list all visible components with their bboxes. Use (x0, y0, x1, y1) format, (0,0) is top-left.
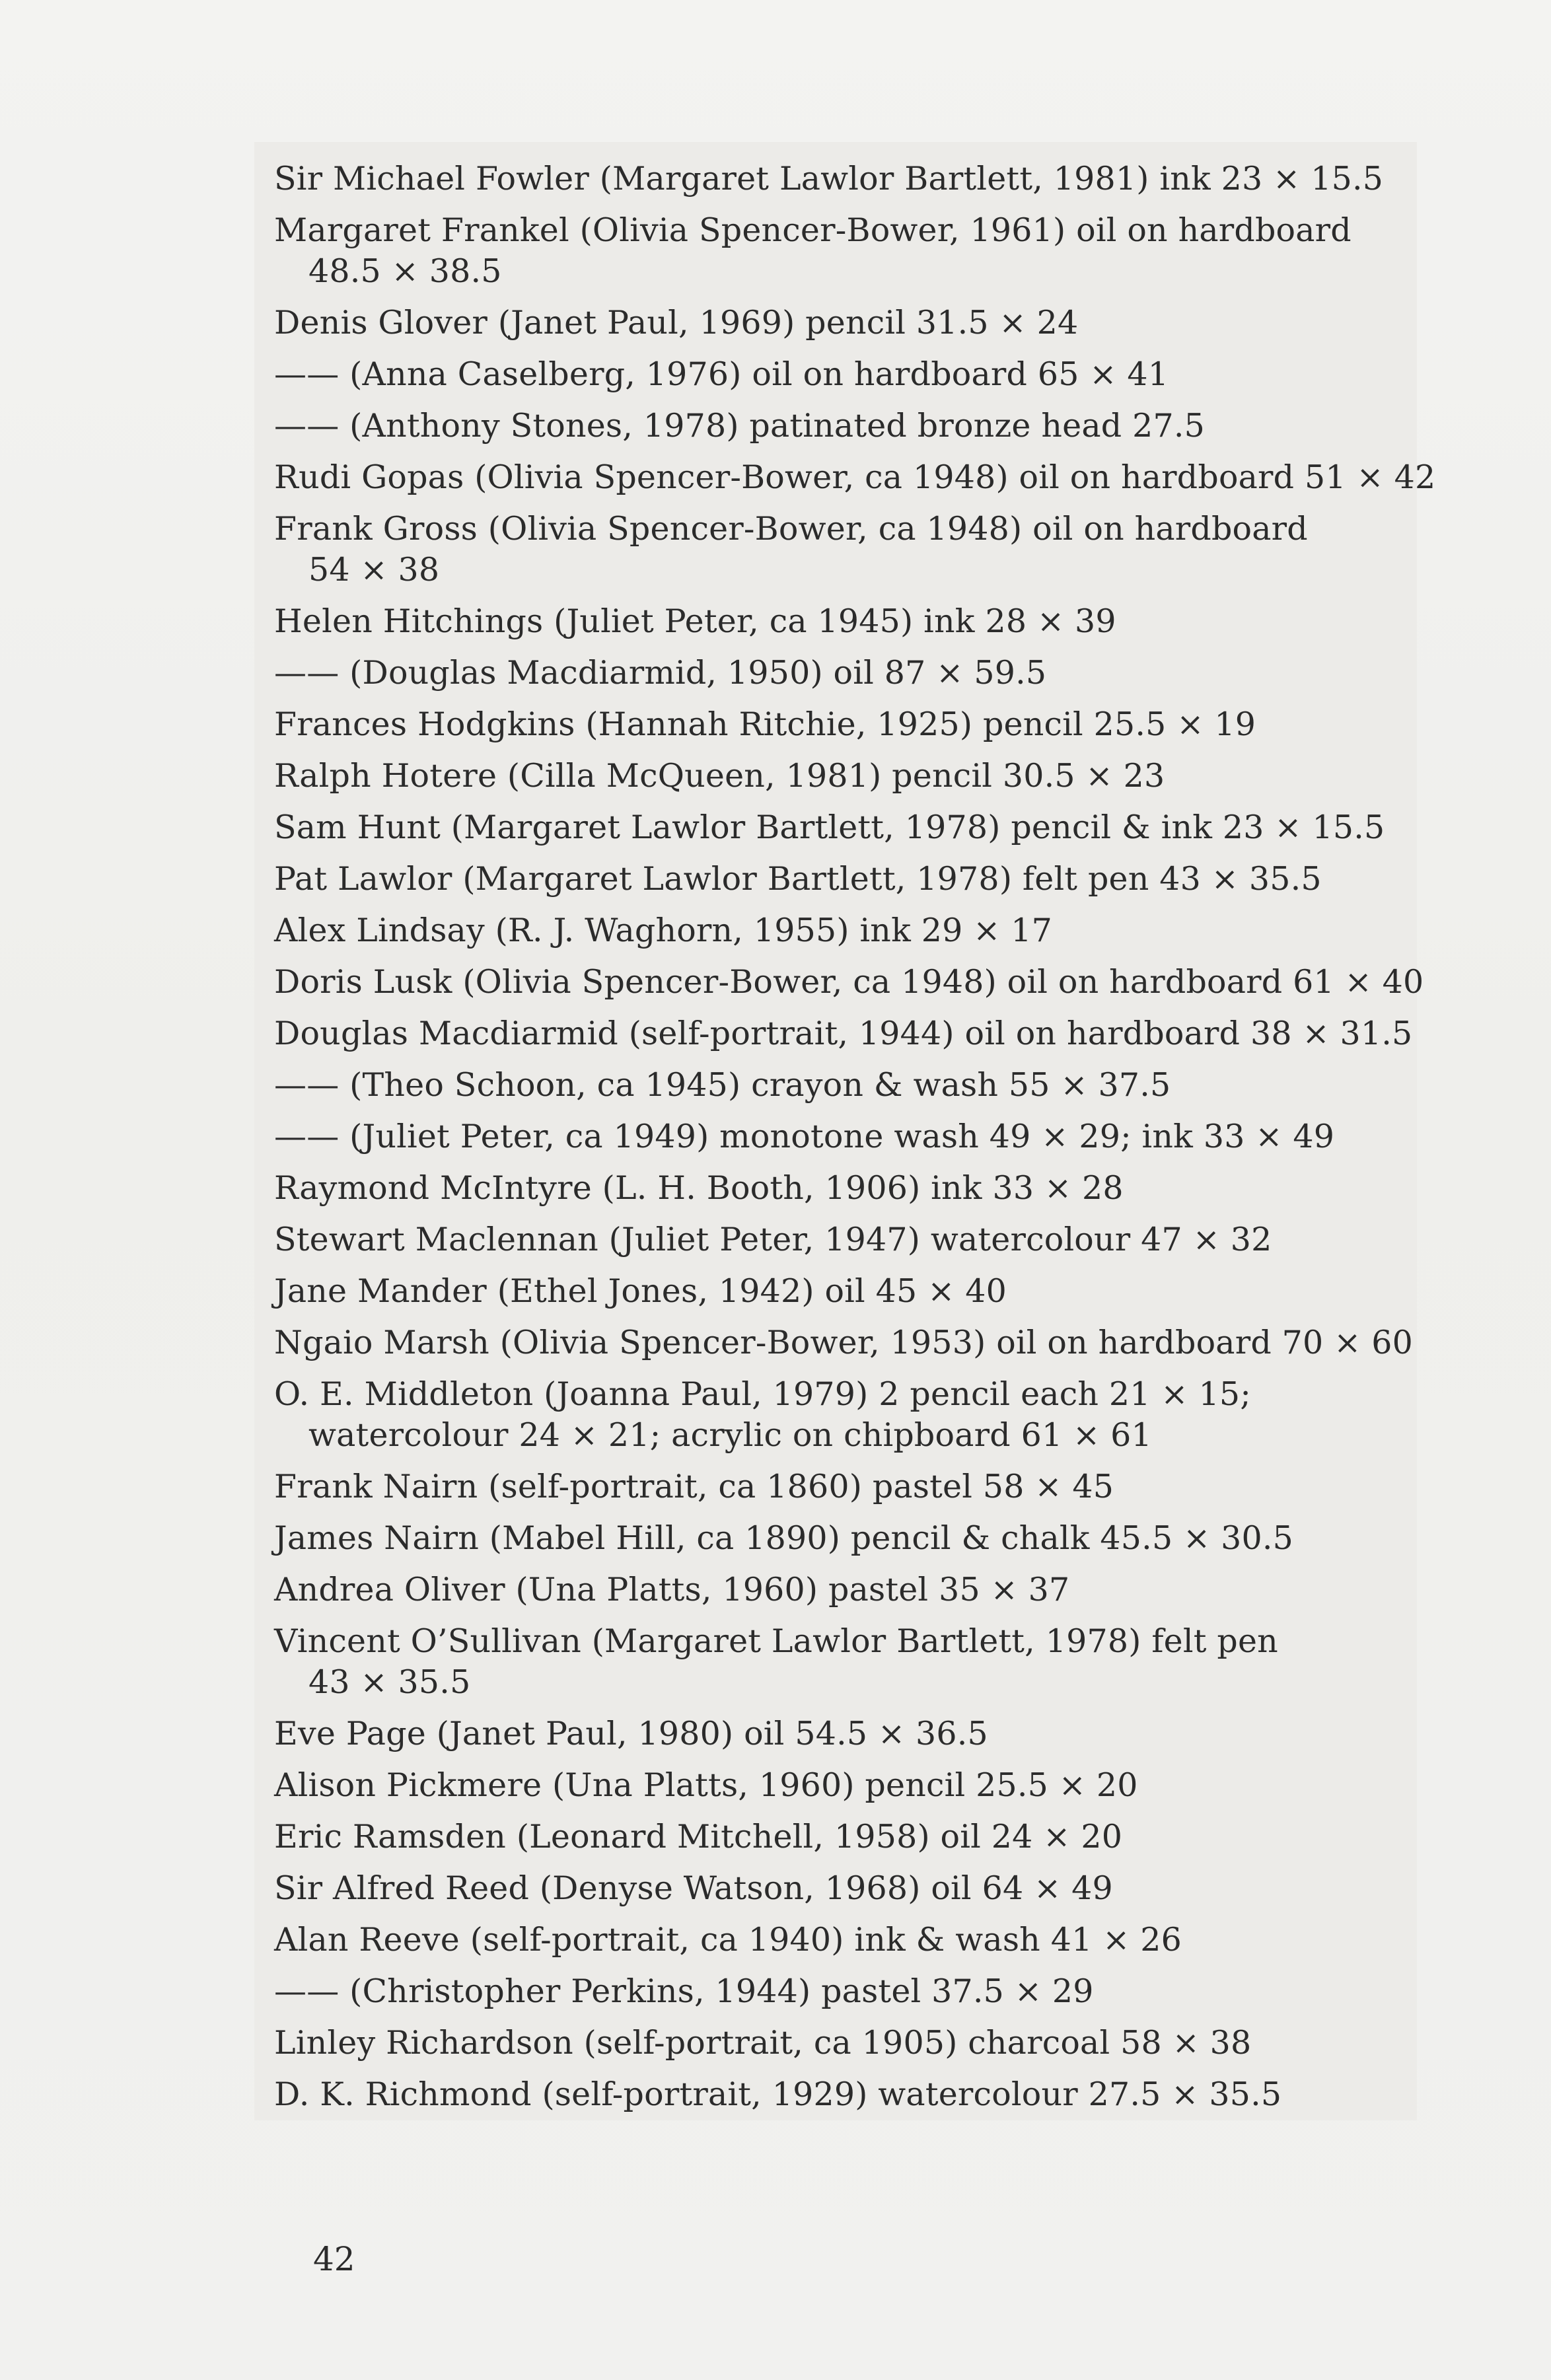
entry (274, 1868, 1113, 1909)
entry (274, 1817, 1122, 1857)
entry (274, 1219, 1272, 1260)
entry-line: Sir Alfred Reed (Denyse Watson, 1968) oil 64 × 49 (274, 1869, 1113, 1907)
entry-line: Douglas Macdiarmid (self-portrait, 1944) oil on hardboard 38 × 31.5 (274, 1015, 1413, 1052)
entry-line: Raymond McIntyre (L. H. Booth, 1906) ink 33 × 28 (274, 1169, 1124, 1207)
entry-line: Helen Hitchings (Juliet Peter, ca 1945) ink 28 × 39 (274, 602, 1116, 640)
entry (274, 1116, 1334, 1157)
entry (274, 1466, 1114, 1507)
entry (274, 756, 1165, 797)
entry-line: Sir Michael Fowler (Margaret Lawlor Bartlett, 1981) ink 23 × 15.5 (274, 160, 1384, 198)
entry (274, 1168, 1124, 1209)
entry (274, 457, 1435, 498)
entry (274, 1322, 1413, 1363)
entry-line: Linley Richardson (self-portrait, ca 1905) charcoal 58 × 38 (274, 2024, 1252, 2062)
entry (274, 1569, 1069, 1610)
entry-line: Pat Lawlor (Margaret Lawlor Bartlett, 1978) felt pen 43 × 35.5 (274, 860, 1322, 898)
entry-continuation: 54 × 38 (308, 551, 440, 589)
entry-line: Alex Lindsay (R. J. Waghorn, 1955) ink 29 × 17 (274, 912, 1053, 949)
entry-line: Frank Gross (Olivia Spencer-Bower, ca 1948) oil on hardboard (274, 510, 1308, 548)
entry-line: Vincent O’Sullivan (Margaret Lawlor Bartlett, 1978) felt pen (274, 1622, 1278, 1660)
entry (274, 159, 1383, 199)
entry (274, 653, 1046, 694)
entry (274, 354, 1169, 395)
entry-line: —— (Juliet Peter, ca 1949) monotone wash 49 × 29; ink 33 × 49 (274, 1118, 1335, 1155)
entry-line: Denis Glover (Janet Paul, 1969) pencil 31.5 × 24 (274, 304, 1079, 342)
entry (274, 1621, 1278, 1703)
entry (274, 859, 1322, 900)
entry-line: Ralph Hotere (Cilla McQueen, 1981) pencil 30.5 × 23 (274, 757, 1165, 795)
entry-line: —— (Douglas Macdiarmid, 1950) oil 87 × 59.5 (274, 654, 1047, 692)
entry-continuation: 43 × 35.5 (308, 1663, 471, 1701)
entry (274, 210, 1352, 292)
entry-line: James Nairn (Mabel Hill, ca 1890) pencil & chalk 45.5 × 30.5 (274, 1519, 1294, 1557)
entry (274, 1065, 1171, 1106)
entry-line: Eve Page (Janet Paul, 1980) oil 54.5 × 36.5 (274, 1715, 988, 1752)
entry-line: Jane Mander (Ethel Jones, 1942) oil 45 × 40 (274, 1272, 1007, 1310)
entry-line: Sam Hunt (Margaret Lawlor Bartlett, 1978) pencil & ink 23 × 15.5 (274, 809, 1385, 846)
entry (274, 1518, 1293, 1559)
entry (274, 601, 1116, 642)
entry-line: Andrea Oliver (Una Platts, 1960) pastel 35 × 37 (274, 1571, 1070, 1608)
entry (274, 1971, 1094, 2012)
entry-line: D. K. Richmond (self-portrait, 1929) watercolour 27.5 × 35.5 (274, 2075, 1282, 2113)
entry (274, 1374, 1251, 1456)
entry-line: —— (Anthony Stones, 1978) patinated bronze head 27.5 (274, 407, 1206, 445)
entry (274, 406, 1205, 447)
entry (274, 1920, 1182, 1961)
entry (274, 910, 1052, 951)
entry-line: Alison Pickmere (Una Platts, 1960) pencil 25.5 × 20 (274, 1766, 1138, 1804)
entry (274, 303, 1078, 343)
entry-line: Eric Ramsden (Leonard Mitchell, 1958) oil 24 × 20 (274, 1818, 1123, 1856)
entry-continuation: 48.5 × 38.5 (308, 252, 502, 290)
entry (274, 509, 1308, 591)
entry-line: Margaret Frankel (Olivia Spencer-Bower, 1961) oil on hardboard (274, 211, 1352, 249)
entry-line: Frances Hodgkins (Hannah Ritchie, 1925) pencil 25.5 × 19 (274, 705, 1256, 743)
entry-line: Doris Lusk (Olivia Spencer-Bower, ca 1948) oil on hardboard 61 × 40 (274, 963, 1424, 1001)
entry-line: Frank Nairn (self-portrait, ca 1860) pastel 58 × 45 (274, 1468, 1114, 1505)
page-number: 42 (313, 2240, 355, 2278)
entry (274, 807, 1385, 848)
entry (274, 2074, 1281, 2115)
entry-line: —— (Theo Schoon, ca 1945) crayon & wash 55 × 37.5 (274, 1066, 1171, 1104)
entry (274, 704, 1256, 745)
entry-line: —— (Anna Caselberg, 1976) oil on hardboard 65 × 41 (274, 355, 1169, 393)
entry (274, 1765, 1138, 1806)
entry (274, 2023, 1251, 2064)
entry-line: Rudi Gopas (Olivia Spencer-Bower, ca 1948) oil on hardboard 51 × 42 (274, 458, 1436, 496)
entry-line: —— (Christopher Perkins, 1944) pastel 37.5 × 29 (274, 1972, 1094, 2010)
entry (274, 1271, 1007, 1312)
entry-line: O. E. Middleton (Joanna Paul, 1979) 2 pencil each 21 × 15; (274, 1375, 1251, 1413)
entry (274, 962, 1424, 1003)
entry-line: Ngaio Marsh (Olivia Spencer-Bower, 1953) oil on hardboard 70 × 60 (274, 1324, 1413, 1361)
entry-continuation: watercolour 24 × 21; acrylic on chipboard 61 × 61 (308, 1416, 1152, 1454)
entry-line: Alan Reeve (self-portrait, ca 1940) ink & wash 41 × 26 (274, 1921, 1182, 1959)
entry (274, 1713, 988, 1754)
entry (274, 1013, 1412, 1054)
entry-line: Stewart Maclennan (Juliet Peter, 1947) watercolour 47 × 32 (274, 1221, 1272, 1258)
